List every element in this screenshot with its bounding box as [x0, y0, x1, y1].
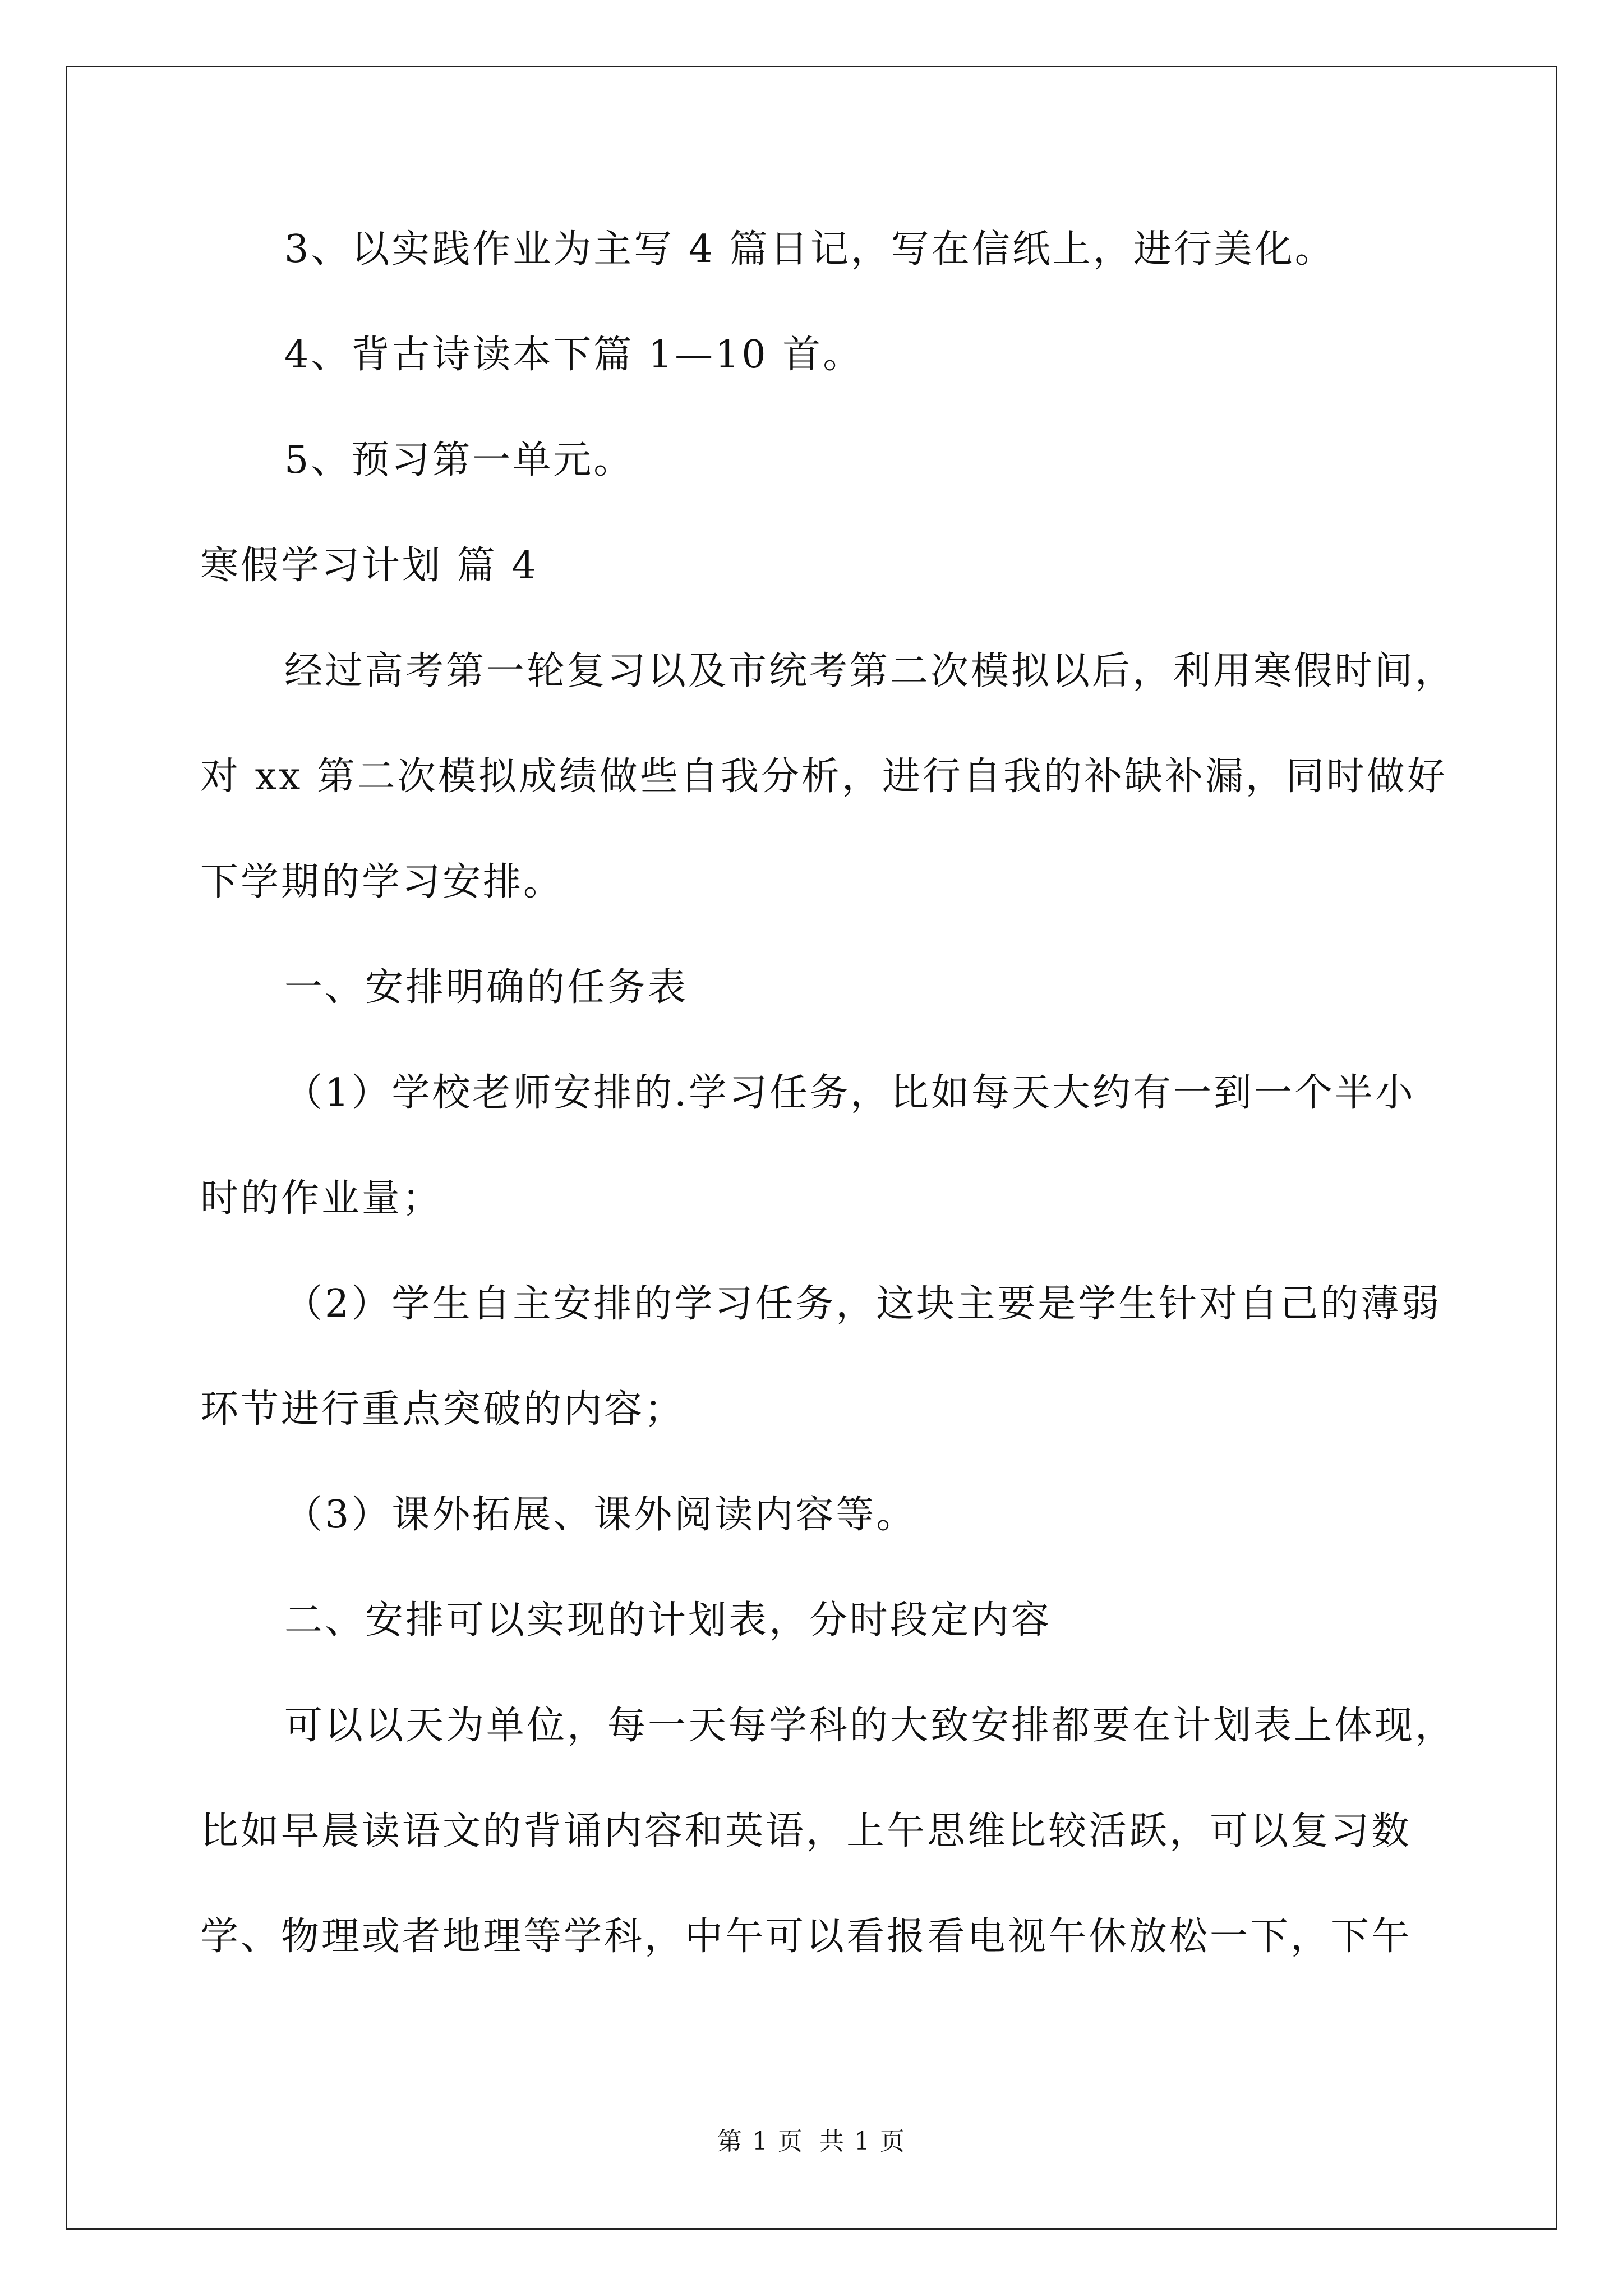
paragraph-line: （2）学生自主安排的学习任务，这块主要是学生针对自己的薄弱 — [284, 1282, 1442, 1326]
paragraph-line: 5、预习第一单元。 — [284, 438, 634, 482]
paragraph-line: 学、物理或者地理等学科，中午可以看报看电视午休放松一下，下午 — [200, 1915, 1412, 1959]
subheading: 二、安排可以实现的计划表，分时段定内容 — [284, 1598, 1052, 1642]
subheading: 一、安排明确的任务表 — [284, 965, 689, 1010]
paragraph-line: 下学期的学习安排。 — [200, 860, 564, 904]
page-border — [66, 66, 1557, 2230]
page-total: 共 1 页 — [819, 2127, 906, 2156]
paragraph-line: 时的作业量； — [200, 1176, 443, 1221]
paragraph-line: 3、以实践作业为主写 4 篇日记，写在信纸上，进行美化。 — [284, 227, 1335, 272]
page-number: 第 1 页 — [717, 2127, 804, 2156]
paragraph-line: （3）课外拓展、课外阅读内容等。 — [284, 1493, 917, 1537]
section-heading: 寒假学习计划 篇 4 — [200, 544, 538, 588]
paragraph-line: 对 xx 第二次模拟成绩做些自我分析，进行自我的补缺补漏，同时做好 — [200, 754, 1447, 799]
paragraph-line: 经过高考第一轮复习以及市统考第二次模拟以后，利用寒假时间， — [284, 649, 1456, 693]
page-footer — [0, 2126, 1623, 2157]
paragraph-line: 比如早晨读语文的背诵内容和英语，上午思维比较活跃，可以复习数 — [200, 1809, 1412, 1853]
paragraph-line: 4、背古诗读本下篇 1—10 首。 — [284, 333, 864, 377]
paragraph-line: 可以以天为单位，每一天每学科的大致安排都要在计划表上体现， — [284, 1704, 1456, 1748]
paragraph-line: （1）学校老师安排的.学习任务，比如每天大约有一到一个半小 — [284, 1071, 1415, 1115]
paragraph-line: 环节进行重点突破的内容； — [200, 1387, 685, 1432]
